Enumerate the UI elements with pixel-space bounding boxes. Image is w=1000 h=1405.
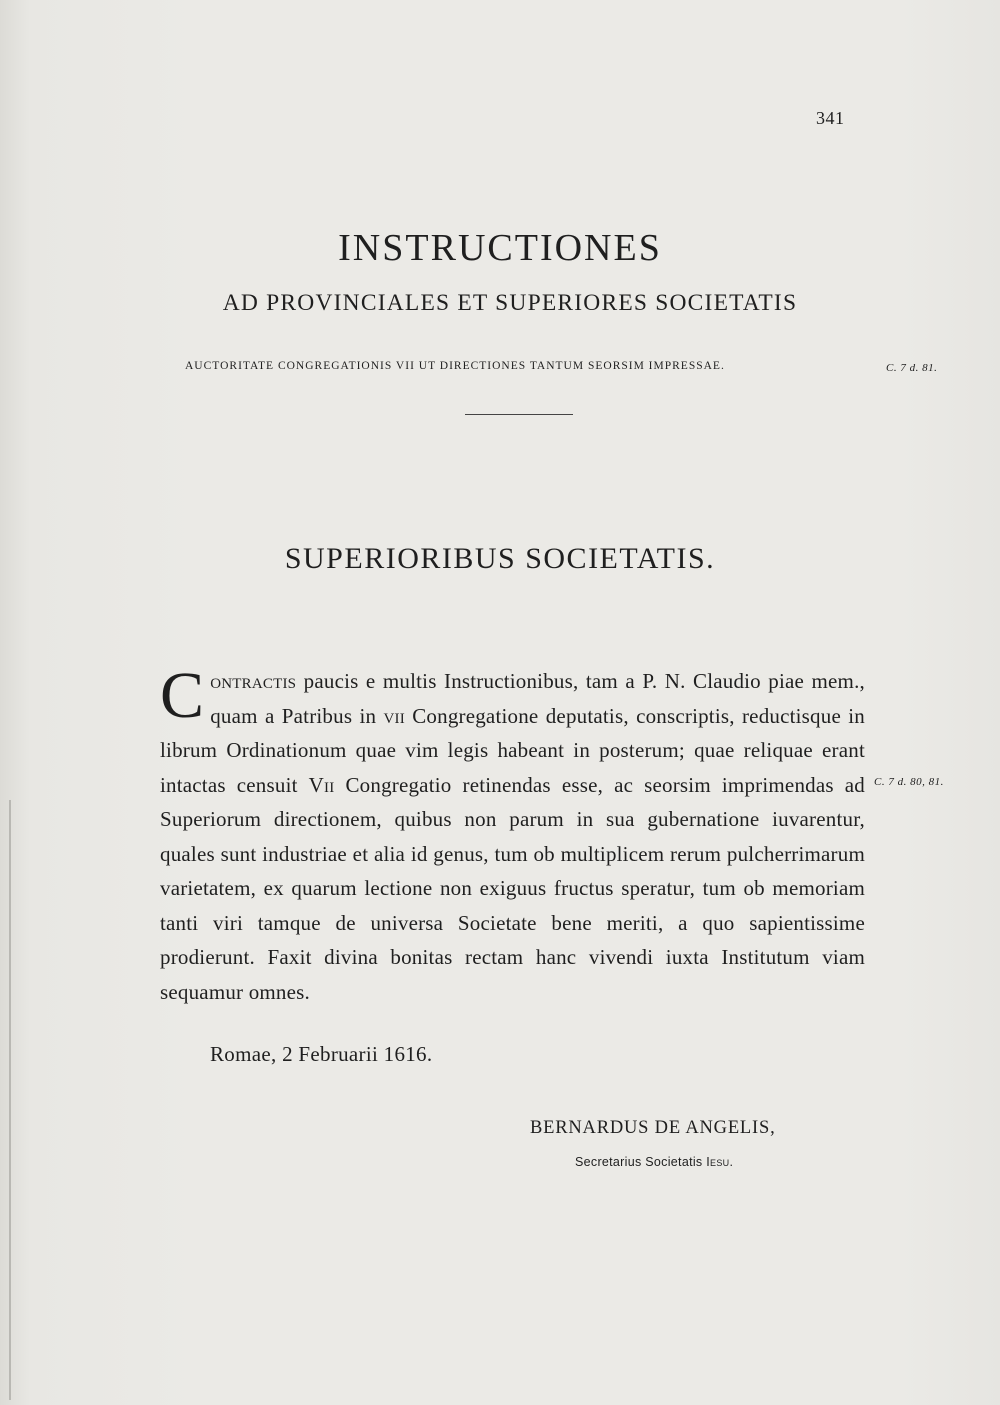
drop-cap: C [160,659,205,732]
body-paragraph [160,659,865,1009]
divider-rule [465,414,573,415]
date-line: Romae, 2 Februarii 1616. [210,1042,433,1066]
body-text-part: Congregatio retinendas esse, ac seorsim imprimendas ad Superiorum directionem, quibus non parum in sua gubernatione iuvarentur, quales sunt industriae et alia id genus, tum ob multiplicem rerum pulcherrimarum varietatem, ex quarum lectione non exiguus fructus speratur, tum ob memoriam tanti viri tamque de universa Societate bene meriti, a quo sapientissime prodierunt. Faxit divina bonitas rectam hanc vivendi iuxta Institutum viam sequamur omnes. [160,772,865,1004]
signer-name: BERNARDUS DE ANGELIS, [530,1118,776,1138]
smallcaps-word: ontractis [210,669,297,693]
signer-title [575,1155,733,1169]
page-title: INSTRUCTIONES [338,227,662,269]
page-gutter [9,800,11,1400]
subtitle: AD PROVINCIALES ET SUPERIORES SOCIETATIS [222,290,798,316]
signer-title-text: Secretarius Societatis [575,1155,707,1169]
body-text-part: Congregatione deputatis, conscriptis, reductisque in librum Ordinationum quae vim legis habeant in posterum; quae reliquae erant intactas censuit [160,703,865,797]
margin-note: C. 7 d. 80, 81. [874,776,944,788]
signer-title-smallcaps: Iesu. [706,1155,734,1169]
roman-numeral: vii [383,703,405,728]
roman-numeral: Vii [308,772,335,797]
page-number: 341 [816,108,845,128]
body-text-part: paucis e multis Instructionibus, tam a P. N. Claudio piae mem., quam a Patribus in [210,669,865,728]
margin-note: C. 7 d. 81. [886,362,938,374]
section-heading: SUPERIORIBUS SOCIETATIS. [284,542,716,575]
authority-line: AUCTORITATE CONGREGATIONIS VII UT DIRECTIONES TANTUM SEORSIM IMPRESSAE. [185,360,725,372]
